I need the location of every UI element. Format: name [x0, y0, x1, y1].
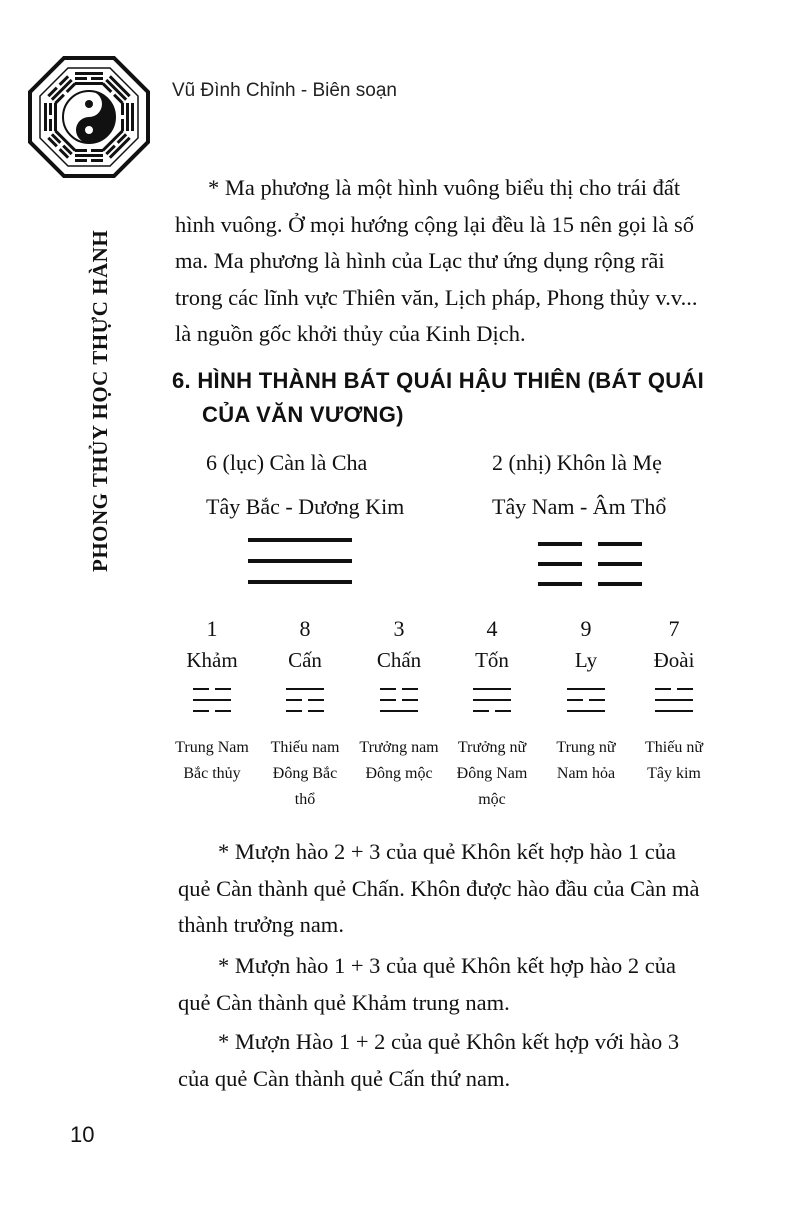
trigram-number: 9 [580, 616, 592, 641]
trigram-description-line: thổ [294, 791, 316, 808]
note-2 [178, 948, 758, 1021]
trigram-description-line: Trung Nam [175, 739, 249, 756]
trigram-symbol [286, 688, 324, 715]
can-direction: Tây Bắc - Dương Kim [206, 494, 405, 519]
section-heading-line1: 6. HÌNH THÀNH BÁT QUÁI HẬU THIÊN (BÁT QUÁI [172, 368, 705, 393]
trigram-description-line: Trưởng nam [359, 739, 439, 756]
trigram-description-line: Nam hỏa [556, 765, 616, 782]
trigram-number: 3 [393, 616, 405, 641]
trigram-name: Đoài [653, 648, 695, 672]
yin-line-segment [473, 710, 489, 712]
paragraph-line: trong các lĩnh vực Thiên văn, Lịch pháp, Phong thủy v.v... [175, 284, 698, 310]
trigram-symbol [567, 688, 605, 715]
khon-direction: Tây Nam - Âm Thổ [492, 494, 667, 519]
paragraph-line: ma. Ma phương là hình của Lạc thư ứng dụng rộng rãi [175, 248, 665, 273]
yang-line [473, 699, 511, 701]
trigram-description-line: Đông Bắc [272, 765, 338, 782]
yang-line [655, 699, 693, 701]
yin-line-segment [402, 688, 418, 690]
side-book-title: PHONG THỦY HỌC THỰC HÀNH [88, 229, 112, 572]
yin-line-segment [589, 699, 605, 701]
yin-line-segment [215, 688, 231, 690]
yang-line [655, 710, 693, 712]
trigram-name: Tốn [475, 648, 509, 672]
khon-trigram [538, 542, 642, 587]
section-heading-line2: CỦA VĂN VƯƠNG) [202, 402, 404, 427]
trigram-description-line: Đông Nam [456, 765, 528, 782]
trigram-description-line: mộc [478, 791, 506, 808]
yin-line-segment [598, 542, 642, 546]
page-number: 10 [70, 1122, 95, 1147]
yin-line-segment [655, 688, 671, 690]
trigram-number: 8 [299, 616, 311, 641]
note-line: * Mượn hào 2 + 3 của quẻ Khôn kết hợp hào 1 của [218, 839, 676, 864]
note-line: * Mượn hào 1 + 3 của quẻ Khôn kết hợp hào 2 của [218, 953, 676, 978]
yin-line-segment [677, 688, 693, 690]
note-line: * Mượn Hào 1 + 2 của quẻ Khôn kết hợp với hào 3 [218, 1029, 680, 1054]
trigram-symbol [380, 688, 418, 715]
yin-line-segment [402, 699, 418, 701]
trigram-description-line: Đông mộc [365, 765, 433, 782]
yang-line [567, 710, 605, 712]
trigram-name: Cấn [288, 648, 322, 672]
header-author: Vũ Đình Chỉnh - Biên soạn [172, 80, 397, 101]
khon-title: 2 (nhị) Khôn là Mẹ [492, 450, 662, 475]
note-line: thành trưởng nam. [178, 912, 344, 937]
yin-line-segment [286, 710, 302, 712]
yin-line-segment [538, 582, 582, 586]
paragraph-line: hình vuông. Ở mọi hướng cộng lại đều là 15 nên gọi là số [175, 211, 695, 237]
yin-line-segment [538, 542, 582, 546]
section-heading [172, 364, 752, 432]
trigram-description-line: Thiếu nữ [645, 739, 703, 756]
trigram-number: 1 [206, 616, 218, 641]
note-line: quẻ Càn thành quẻ Chấn. Khôn được hào đầu của Càn mà [178, 875, 700, 901]
trigram-number: 4 [486, 616, 498, 641]
yin-line-segment [538, 562, 582, 566]
trigram-number: 7 [668, 616, 680, 641]
paragraph-line: * Ma phương là một hình vuông biểu thị cho trái đất [208, 175, 681, 200]
yin-line-segment [380, 688, 396, 690]
trigram-symbol [473, 688, 511, 715]
yin-line-segment [286, 699, 302, 701]
yang-line [567, 688, 605, 690]
paragraph-line: là nguồn gốc khởi thủy của Kinh Dịch. [175, 321, 526, 346]
can-title: 6 (lục) Càn là Cha [206, 450, 368, 475]
trigram-description-line: Trung nữ [556, 739, 616, 756]
yang-line [473, 688, 511, 690]
yin-line-segment [193, 688, 209, 690]
yang-line [286, 688, 324, 690]
trigram-symbol [193, 688, 231, 715]
trigram-description-line: Tây kim [647, 765, 701, 782]
note-3 [178, 1024, 758, 1097]
yang-line [193, 699, 231, 701]
trigram-name: Ly [574, 648, 598, 672]
trigram-name: Chấn [376, 648, 422, 672]
yang-line [248, 538, 352, 542]
intro-paragraph [175, 170, 748, 353]
yin-line-segment [598, 562, 642, 566]
note-1 [178, 834, 758, 944]
yin-line-segment [380, 699, 396, 701]
trigram-description-line: Bắc thủy [183, 765, 241, 782]
bagua-logo [28, 56, 150, 178]
yin-line-segment [193, 710, 209, 712]
trigram-description [614, 735, 734, 787]
yang-line [248, 559, 352, 563]
yin-line-segment [308, 710, 324, 712]
yin-line-segment [215, 710, 231, 712]
trigram-name: Khảm [186, 648, 238, 672]
trigram-description-line: Trưởng nữ [457, 739, 527, 756]
yin-line-segment [495, 710, 511, 712]
note-line: của quẻ Càn thành quẻ Cấn thứ nam. [178, 1065, 511, 1091]
note-line: quẻ Càn thành quẻ Khảm trung nam. [178, 989, 510, 1015]
yin-line-segment [567, 699, 583, 701]
yang-line [380, 710, 418, 712]
trigram-symbol [655, 688, 693, 715]
yin-line-segment [308, 699, 324, 701]
yang-line [248, 580, 352, 584]
can-trigram [248, 538, 352, 585]
yin-line-segment [598, 582, 642, 586]
trigram-description-line: Thiếu nam [270, 739, 340, 756]
